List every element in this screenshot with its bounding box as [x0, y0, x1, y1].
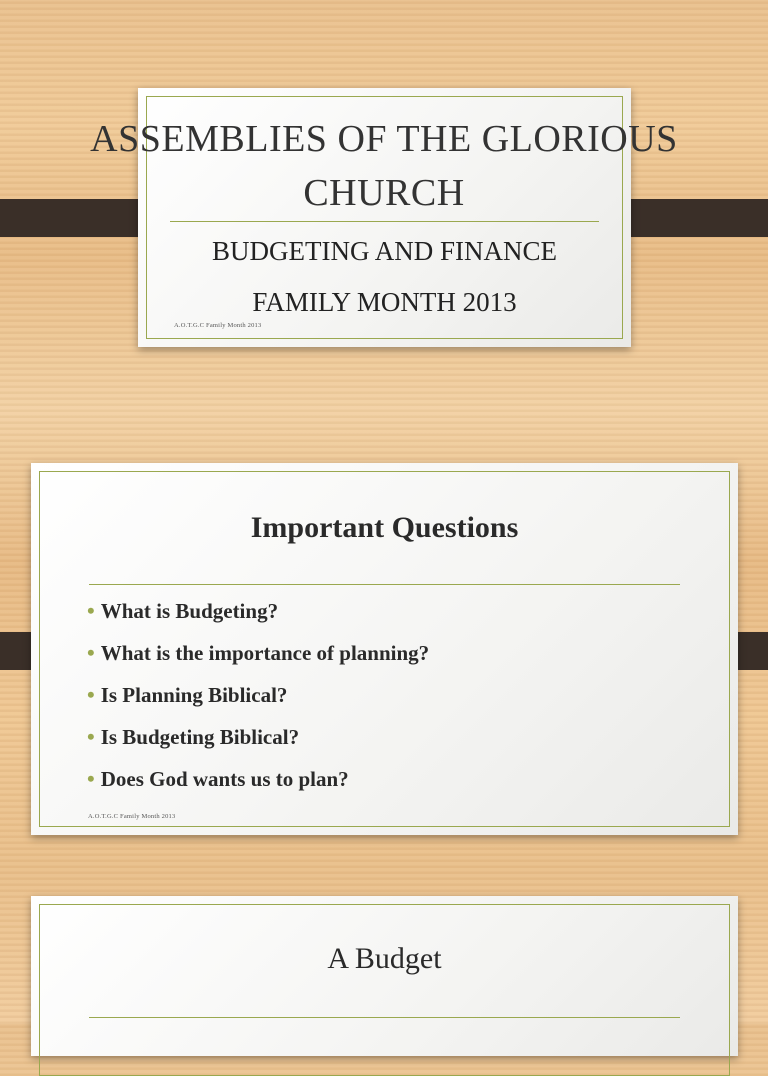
bullet-icon: •	[87, 766, 95, 791]
bullet-icon: •	[87, 640, 95, 665]
slide-2-thumbnail[interactable]	[31, 463, 738, 835]
slide-1-subtitle-1: BUDGETING AND FINANCE	[212, 236, 557, 266]
bullet-icon: •	[87, 598, 95, 623]
bullet-item: • Is Planning Biblical?	[87, 682, 288, 707]
slide-1-title-line-1: ASSEMBLIES OF THE GLORIOUS	[90, 118, 678, 160]
slide-1-subtitle-2: FAMILY MONTH 2013	[252, 287, 517, 317]
slide-3-title: A Budget	[327, 942, 442, 975]
slide-2-divider	[89, 584, 680, 585]
slide-2-footer: A.O.T.G.C Family Month 2013	[88, 813, 176, 820]
slide-1-title-line-2: CHURCH	[303, 172, 465, 214]
slide-2-bullet-list	[87, 597, 429, 807]
bullet-item: • What is Budgeting?	[87, 598, 279, 623]
slide-3-frame	[39, 904, 730, 1076]
bullet-item: • Is Budgeting Biblical?	[87, 724, 300, 749]
slide-1-divider	[170, 221, 599, 222]
slide-1-footer: A.O.T.G.C Family Month 2013	[174, 322, 262, 329]
bullet-item: • What is the importance of planning?	[87, 640, 430, 665]
slide-3-divider	[89, 1017, 680, 1018]
bullet-item: • Does God wants us to plan?	[87, 766, 349, 791]
bullet-icon: •	[87, 682, 95, 707]
slide-1-title	[0, 112, 768, 220]
bullet-icon: •	[87, 724, 95, 749]
slide-3-thumbnail[interactable]	[31, 896, 738, 1056]
slide-2-title: Important Questions	[250, 511, 519, 544]
